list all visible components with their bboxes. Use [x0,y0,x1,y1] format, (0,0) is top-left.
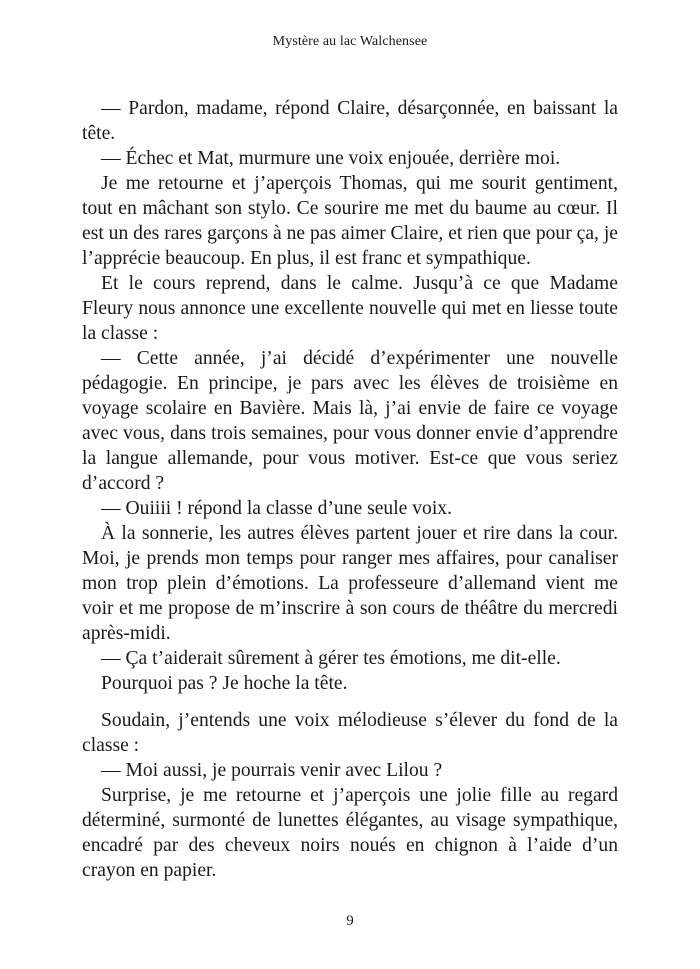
paragraph: — Cette année, j’ai décidé d’expérimenter une nouvelle pédagogie. En principe, je pars avec les élèves de troisième en voyage scolaire en Bavière. Mais là, j’ai envie de faire ce voyage avec vous, dans trois semaines, pour vous donner envie d’apprendre la langue allemande, pour vous motiver. Est-ce que vous seriez d’accord ? [82,348,618,494]
paragraph: — Ouiiii ! répond la classe d’une seule voix. [101,498,452,519]
paragraph: Je me retourne et j’aperçois Thomas, qui me sourit gentiment, tout en mâchant son stylo. Ce sourire me met du baume au cœur. Il est un des rares garçons à ne pas aimer Claire, et rien que pour ça, je l’apprécie beaucoup. En plus, il est franc et sympathique. [82,173,618,269]
paragraph: Surprise, je me retourne et j’aperçois une jolie fille au regard déterminé, surmonté de lunettes élégantes, au visage sympathique, encadré par des cheveux noirs noués en chignon à l’aide d’un crayon en papier. [82,785,618,881]
paragraph: — Ça t’aiderait sûrement à gérer tes émotions, me dit-elle. [101,648,561,669]
paragraph: Pourquoi pas ? Je hoche la tête. [101,673,348,694]
page-number: 9 [346,913,354,929]
body-text [82,96,618,883]
paragraph: — Échec et Mat, murmure une voix enjouée, derrière moi. [101,148,561,169]
running-head: Mystère au lac Walchensee [272,34,428,49]
paragraph: — Moi aussi, je pourrais venir avec Lilou ? [101,760,443,781]
paragraph: — Pardon, madame, répond Claire, désarçonnée, en baissant la tête. [82,98,618,144]
paragraph: À la sonnerie, les autres élèves partent jouer et rire dans la cour. Moi, je prends mon temps pour ranger mes affaires, pour canaliser mon trop plein d’émotions. La professeure d’allemand vient me voir et me propose de m’inscrire à son cours de théâtre du mercredi après-midi. [82,523,618,644]
paragraph: Soudain, j’entends une voix mélodieuse s’élever du fond de la classe : [82,710,618,756]
paragraph: Et le cours reprend, dans le calme. Jusqu’à ce que Madame Fleury nous annonce une excellente nouvelle qui met en liesse toute la classe : [82,273,618,344]
